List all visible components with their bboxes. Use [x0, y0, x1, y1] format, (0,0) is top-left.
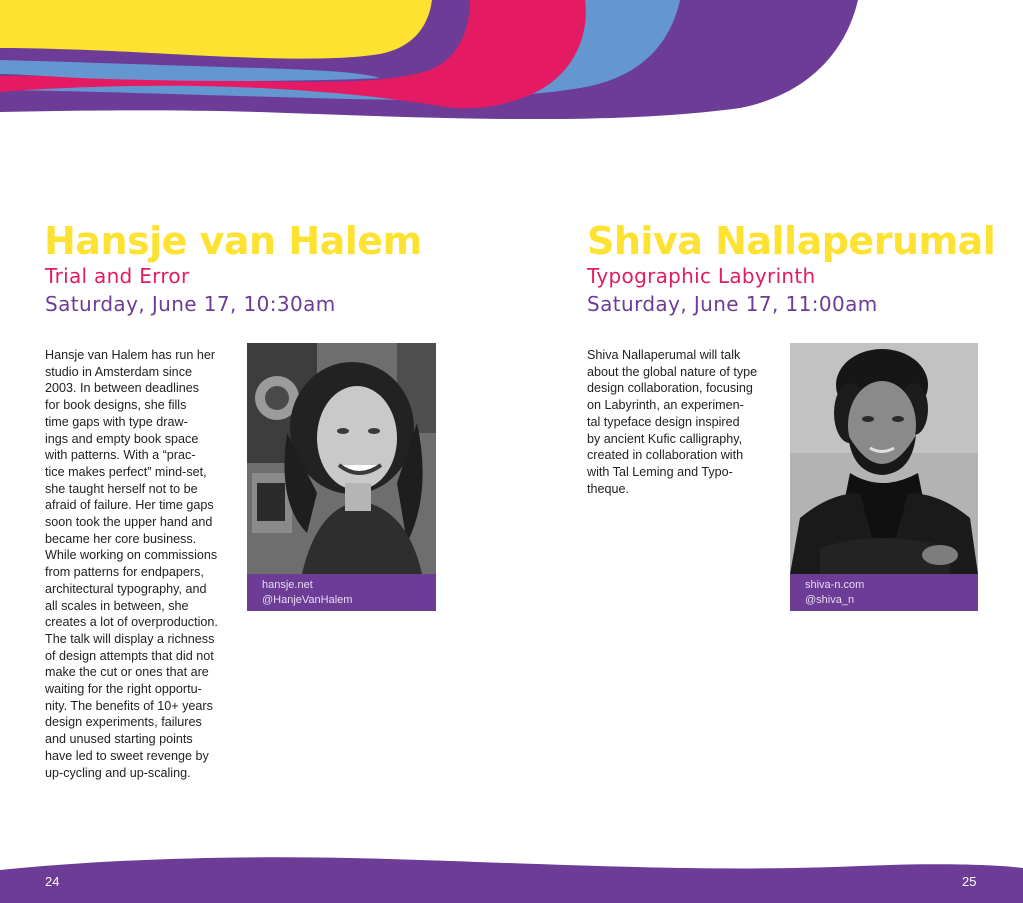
website-link[interactable]: hansje.net [262, 579, 313, 591]
speaker-photo [790, 343, 978, 574]
talk-time: Saturday, June 17, 10:30am [45, 292, 336, 316]
speaker-links [790, 574, 978, 611]
speaker-photo [247, 343, 436, 574]
talk-time: Saturday, June 17, 11:00am [587, 292, 878, 316]
speaker-name: Hansje van Halem [44, 219, 422, 263]
bottom-wave-decoration [0, 850, 1023, 903]
top-wave-decoration [0, 0, 1023, 130]
speaker-bio: Hansje van Halem has run her studio in Amsterdam since 2003. In between deadlines for book designs, she fills time gaps with type draw- ings and empty book space with patterns. With a “prac- tice makes perfect” mind-set, she taught herself not to be afraid of failure. Her time gaps soon took the upper hand and became her core business. While working on commissions from patterns for endpapers, architectural typography, and all scales in between, she creates a lot of overproduction. The talk will display a richness of design attempts that did not make the cut or ones that are waiting for the right opportu- nity. The benefits of 10+ years design experiments, failures and unused starting points have led to sweet revenge by up-cycling and up-scaling. [45, 348, 218, 780]
social-handle[interactable]: @HanjeVanHalem [262, 594, 353, 606]
talk-title: Trial and Error [45, 264, 190, 288]
website-link[interactable]: shiva-n.com [805, 579, 865, 591]
social-handle[interactable]: @shiva_n [805, 594, 855, 606]
page-number-left: 24 [45, 874, 60, 889]
speaker-name: Shiva Nallaperumal [587, 219, 996, 263]
page-number-right: 25 [962, 874, 977, 889]
speaker-bio: Shiva Nallaperumal will talk about the global nature of type design collaboration, focusing on Labyrinth, an experimen- tal typeface design inspired by ancient Kufic calligraphy, created in collaboration with with Tal Leming and Typo- theque. [587, 348, 758, 496]
speaker-links [247, 574, 436, 611]
talk-title: Typographic Labyrinth [587, 264, 816, 288]
